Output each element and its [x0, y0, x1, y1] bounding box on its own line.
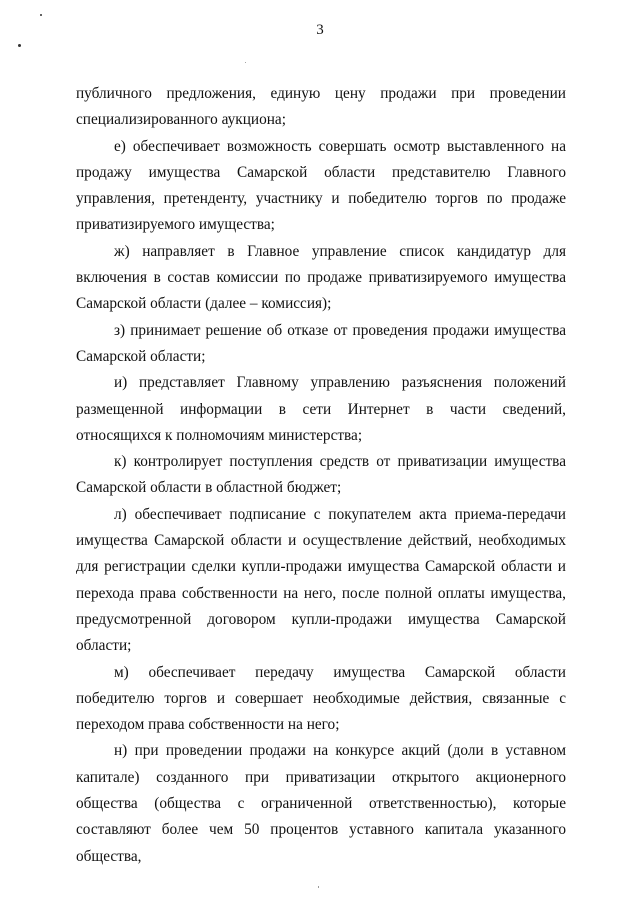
scan-speck: [245, 62, 246, 63]
page-number: 3: [316, 22, 324, 38]
scan-speck: [318, 886, 319, 888]
paragraph-item-e: е) обеспечивает возможность совершать осмотр выставленного на продажу имущества Самарской области представителю Главного управления, претенденту, участнику и победителю торгов по продаже приватизируемого имущества;: [76, 137, 566, 234]
paragraph-item-z: з) принимает решение об отказе от проведения продажи имущества Самарской области;: [76, 321, 566, 365]
paragraph-item-k: к) контролирует поступления средств от приватизации имущества Самарской области в областной бюджет;: [76, 453, 566, 497]
paragraph-item-m: м) обеспечивает передачу имущества Самарской области победителю торгов и совершает необходимые действия, связанные с переходом права собственности на него;: [76, 663, 566, 734]
paragraph-item-n: н) при проведении продажи на конкурсе акций (доли в уставном капитале) созданного при приватизации открытого акционерного общества (общества с ограниченной ответственностью), которые составляют более чем 50 процентов уставного капитала указанного общества,: [76, 742, 566, 865]
paragraph-item-zh: ж) направляет в Главное управление список кандидатур для включения в состав комиссии по продаже приватизируемого имущества Самарской области (далее – комиссия);: [76, 242, 566, 313]
paragraph-item-i: и) представляет Главному управлению разъяснения положений размещенной информации в сети Интернет в части сведений, относящихся к полномочиям министерства;: [76, 374, 566, 444]
scan-speck: [40, 14, 42, 16]
paragraph-continuation: публичного предложения, единую цену продажи при проведении специализированного аукциона;: [76, 85, 566, 129]
scan-speck: [18, 44, 21, 47]
document-body: [76, 81, 566, 870]
paragraph-item-l: л) обеспечивает подписание с покупателем акта приема-передачи имущества Самарской области и осуществление действий, необходимых для регистрации сделки купли-продажи имущества Самарской области и перехода права собственности на него, после полной оплаты имущества, предусмотренной договором купли-продажи имущества Самарской области;: [76, 505, 566, 655]
